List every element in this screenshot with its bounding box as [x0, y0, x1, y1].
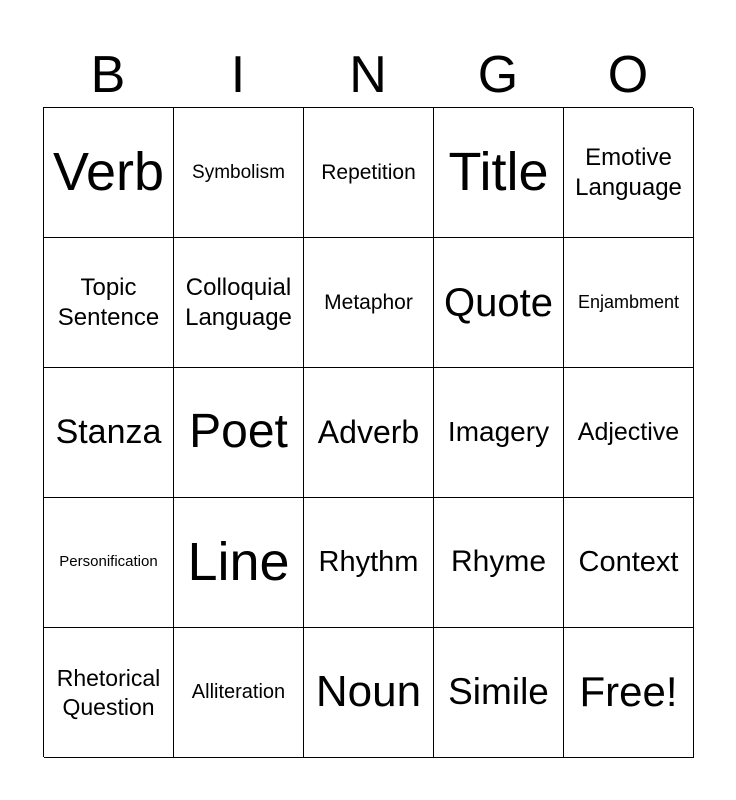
bingo-cell[interactable]: Emotive Language [564, 108, 694, 238]
bingo-cell[interactable]: Symbolism [174, 108, 304, 238]
bingo-cell[interactable]: Colloquial Language [174, 238, 304, 368]
header-letter-o: O [607, 46, 649, 104]
bingo-cell[interactable]: Rhetorical Question [44, 628, 174, 758]
bingo-cell[interactable]: Verb [44, 108, 174, 238]
header-letter-i: I [230, 46, 246, 104]
bingo-board [43, 107, 693, 757]
bingo-cell[interactable]: Rhyme [434, 498, 564, 628]
bingo-cell[interactable]: Noun [304, 628, 434, 758]
bingo-cell[interactable]: Rhythm [304, 498, 434, 628]
header-letter-n: N [349, 46, 387, 104]
bingo-cell[interactable]: Enjambment [564, 238, 694, 368]
bingo-cell[interactable]: Repetition [304, 108, 434, 238]
bingo-cell[interactable]: Topic Sentence [44, 238, 174, 368]
free-space-cell[interactable]: Free! [564, 628, 694, 758]
bingo-cell[interactable]: Stanza [44, 368, 174, 498]
bingo-cell[interactable]: Metaphor [304, 238, 434, 368]
bingo-cell[interactable]: Imagery [434, 368, 564, 498]
bingo-cell[interactable]: Simile [434, 628, 564, 758]
bingo-cell[interactable]: Quote [434, 238, 564, 368]
bingo-cell[interactable]: Line [174, 498, 304, 628]
header-letter-g: G [477, 46, 519, 104]
bingo-cell[interactable]: Title [434, 108, 564, 238]
bingo-cell[interactable]: Poet [174, 368, 304, 498]
bingo-cell[interactable]: Personification [44, 498, 174, 628]
bingo-header [43, 44, 693, 106]
bingo-cell[interactable]: Context [564, 498, 694, 628]
bingo-cell[interactable]: Adverb [304, 368, 434, 498]
header-letter-b: B [90, 46, 126, 104]
bingo-cell[interactable]: Alliteration [174, 628, 304, 758]
bingo-cell[interactable]: Adjective [564, 368, 694, 498]
